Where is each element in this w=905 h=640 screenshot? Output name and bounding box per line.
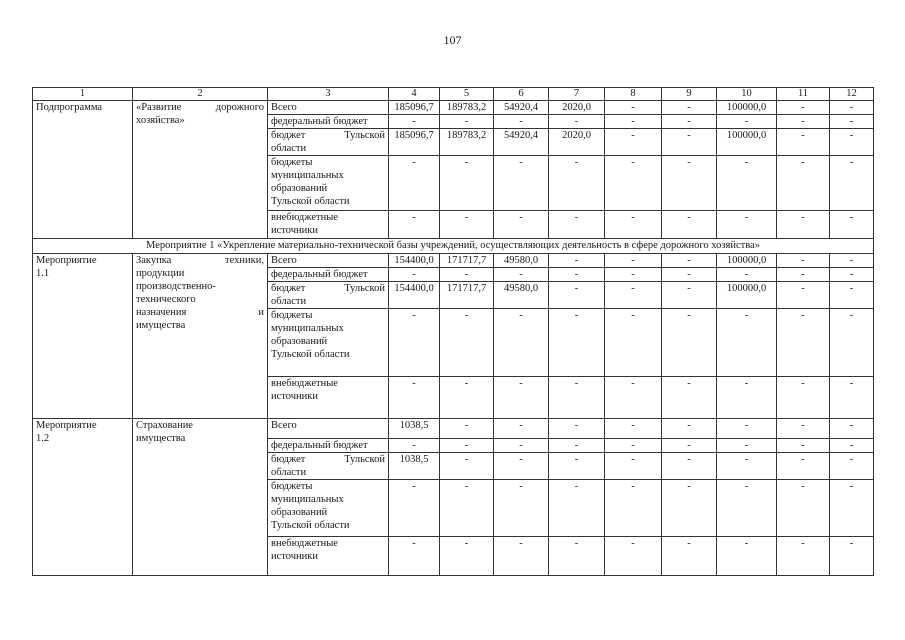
value-cell: -: [549, 309, 605, 377]
value-cell: 100000,0: [717, 254, 777, 268]
value-cell: -: [494, 268, 549, 282]
value-cell: -: [777, 480, 830, 537]
value-cell: -: [549, 211, 605, 239]
funding-source: [268, 537, 389, 576]
value-cell: -: [830, 439, 874, 453]
funding-source: [268, 156, 389, 211]
value-cell: -: [389, 439, 440, 453]
funding-source: [268, 282, 389, 309]
value-cell: 171717,7: [440, 254, 494, 268]
value-cell: -: [717, 156, 777, 211]
subprogram-block: [33, 101, 874, 239]
value-cell: -: [389, 480, 440, 537]
value-cell: -: [830, 156, 874, 211]
value-cell: -: [389, 115, 440, 129]
value-cell: -: [830, 377, 874, 419]
value-cell: -: [717, 480, 777, 537]
value-cell: 171717,7: [440, 282, 494, 309]
value-cell: -: [389, 156, 440, 211]
column-header: 10: [717, 88, 777, 101]
value-cell: -: [717, 439, 777, 453]
value-cell: -: [549, 419, 605, 439]
value-cell: -: [777, 537, 830, 576]
value-cell: 1038,5: [389, 419, 440, 439]
value-cell: -: [440, 309, 494, 377]
value-cell: -: [389, 268, 440, 282]
funding-source: [268, 211, 389, 239]
measure-name-line: имущества: [136, 433, 186, 444]
value-cell: -: [440, 115, 494, 129]
value-cell: 154400,0: [389, 254, 440, 268]
measure-name-line: продукции: [136, 268, 185, 279]
funding-source-line: внебюджетные: [271, 212, 338, 223]
funding-source-line: источники: [271, 391, 318, 402]
value-cell: -: [777, 156, 830, 211]
value-cell: 100000,0: [717, 101, 777, 115]
measure-1-1-block: [33, 254, 874, 419]
value-cell: -: [494, 156, 549, 211]
funding-source: [268, 309, 389, 377]
value-cell: -: [830, 101, 874, 115]
value-cell: -: [605, 377, 662, 419]
value-cell: 54920,4: [494, 101, 549, 115]
value-cell: -: [494, 115, 549, 129]
value-cell: -: [440, 453, 494, 480]
table-row: [33, 101, 874, 115]
value-cell: -: [717, 115, 777, 129]
funding-source-word: области: [271, 467, 307, 478]
funding-source-word: Тульской: [344, 130, 385, 141]
value-cell: 1038,5: [389, 453, 440, 480]
value-cell: -: [440, 439, 494, 453]
value-cell: -: [830, 129, 874, 156]
value-cell: -: [830, 254, 874, 268]
value-cell: -: [777, 101, 830, 115]
table-row: [33, 254, 874, 268]
measure-name-line: Страхование: [136, 420, 193, 431]
funding-source-line: муниципальных: [271, 170, 344, 181]
value-cell: -: [662, 101, 717, 115]
measure-label-line: 1.1: [36, 268, 50, 279]
funding-source: [268, 129, 389, 156]
funding-source: Всего: [268, 101, 389, 115]
value-cell: -: [549, 480, 605, 537]
value-cell: -: [605, 115, 662, 129]
budget-table: [32, 87, 874, 576]
column-header: 5: [440, 88, 494, 101]
value-cell: -: [830, 211, 874, 239]
value-cell: -: [549, 115, 605, 129]
funding-source-line: источники: [271, 225, 318, 236]
value-cell: -: [717, 537, 777, 576]
measure-name-line: Закупка техники,: [136, 255, 264, 266]
value-cell: -: [605, 480, 662, 537]
value-cell: -: [494, 211, 549, 239]
value-cell: -: [494, 453, 549, 480]
funding-source-line: внебюджетные: [271, 538, 338, 549]
funding-source-word: Тульской: [344, 283, 385, 294]
value-cell: -: [662, 129, 717, 156]
subprogram-name: [133, 101, 268, 239]
funding-source: федеральный бюджет: [268, 268, 389, 282]
value-cell: -: [440, 156, 494, 211]
funding-source: [268, 480, 389, 537]
value-cell: -: [777, 254, 830, 268]
funding-source-line: внебюджетные: [271, 378, 338, 389]
value-cell: -: [717, 419, 777, 439]
funding-source-line: муниципальных: [271, 323, 344, 334]
value-cell: 185096,7: [389, 101, 440, 115]
measure-name-line: назначения и: [136, 307, 264, 318]
funding-source: [268, 453, 389, 480]
measure-label-line: Мероприятие: [36, 255, 97, 266]
column-header-row: [33, 88, 874, 101]
funding-source-line: образований: [271, 336, 328, 347]
column-header: 3: [268, 88, 389, 101]
value-cell: -: [830, 282, 874, 309]
funding-source: федеральный бюджет: [268, 115, 389, 129]
measure-header: Мероприятие 1 «Укрепление материально-технической базы учреждений, осуществляющих деятельность в сфере дорожного хозяйства»: [33, 239, 874, 254]
subprogram-name-line: «Развитие дорожного: [136, 102, 264, 113]
value-cell: -: [440, 537, 494, 576]
value-cell: -: [440, 480, 494, 537]
funding-source: Всего: [268, 254, 389, 268]
value-cell: -: [717, 309, 777, 377]
value-cell: -: [494, 480, 549, 537]
value-cell: 54920,4: [494, 129, 549, 156]
value-cell: -: [717, 211, 777, 239]
measure-1-2-block: [33, 419, 874, 576]
measure-name-line: технического: [136, 294, 196, 305]
value-cell: -: [549, 377, 605, 419]
value-cell: 100000,0: [717, 282, 777, 309]
value-cell: -: [662, 156, 717, 211]
value-cell: -: [662, 268, 717, 282]
funding-source-word: области: [271, 296, 307, 307]
value-cell: -: [494, 309, 549, 377]
funding-source-word: бюджет: [271, 454, 306, 465]
value-cell: -: [605, 156, 662, 211]
value-cell: -: [717, 377, 777, 419]
value-cell: 49580,0: [494, 254, 549, 268]
funding-source: [268, 377, 389, 419]
value-cell: -: [662, 282, 717, 309]
value-cell: 189783,2: [440, 129, 494, 156]
value-cell: 185096,7: [389, 129, 440, 156]
value-cell: -: [440, 211, 494, 239]
value-cell: -: [662, 115, 717, 129]
value-cell: -: [605, 282, 662, 309]
value-cell: -: [830, 453, 874, 480]
value-cell: -: [605, 537, 662, 576]
value-cell: -: [549, 439, 605, 453]
measure-label-line: Мероприятие: [36, 420, 97, 431]
column-header: 12: [830, 88, 874, 101]
column-header: 8: [605, 88, 662, 101]
value-cell: -: [717, 268, 777, 282]
value-cell: -: [662, 377, 717, 419]
value-cell: 2020,0: [549, 101, 605, 115]
value-cell: -: [605, 129, 662, 156]
value-cell: -: [777, 268, 830, 282]
measure-header-row: [33, 239, 874, 254]
funding-source-line: образований: [271, 183, 328, 194]
column-header: 7: [549, 88, 605, 101]
funding-source-line: Тульской области: [271, 349, 350, 360]
value-cell: -: [605, 254, 662, 268]
value-cell: -: [662, 537, 717, 576]
funding-source-line: муниципальных: [271, 494, 344, 505]
value-cell: 189783,2: [440, 101, 494, 115]
funding-source-line: бюджеты: [271, 481, 313, 492]
value-cell: -: [830, 480, 874, 537]
value-cell: -: [549, 537, 605, 576]
subprogram-label: Подпрограмма: [33, 101, 133, 239]
value-cell: -: [830, 115, 874, 129]
column-header: 9: [662, 88, 717, 101]
value-cell: -: [777, 129, 830, 156]
value-cell: -: [662, 254, 717, 268]
value-cell: 154400,0: [389, 282, 440, 309]
value-cell: -: [549, 282, 605, 309]
value-cell: -: [662, 419, 717, 439]
column-header: 1: [33, 88, 133, 101]
value-cell: -: [549, 268, 605, 282]
funding-source-line: образований: [271, 507, 328, 518]
measure-name: [133, 419, 268, 576]
column-header: 2: [133, 88, 268, 101]
value-cell: -: [549, 156, 605, 211]
value-cell: -: [777, 439, 830, 453]
measure-name-line: производственно-: [136, 281, 216, 292]
value-cell: -: [777, 419, 830, 439]
funding-source-line: бюджеты: [271, 310, 313, 321]
value-cell: -: [494, 439, 549, 453]
value-cell: -: [605, 419, 662, 439]
funding-source-line: Тульской области: [271, 520, 350, 531]
measure-name-line: имущества: [136, 320, 186, 331]
value-cell: -: [777, 453, 830, 480]
value-cell: -: [549, 254, 605, 268]
value-cell: -: [389, 377, 440, 419]
value-cell: -: [777, 211, 830, 239]
measure-name: [133, 254, 268, 419]
measure-label-line: 1.2: [36, 433, 50, 444]
value-cell: -: [605, 211, 662, 239]
funding-source-word: бюджет: [271, 283, 306, 294]
value-cell: -: [777, 115, 830, 129]
funding-source: Всего: [268, 419, 389, 439]
value-cell: -: [389, 211, 440, 239]
value-cell: -: [605, 309, 662, 377]
value-cell: -: [662, 453, 717, 480]
value-cell: -: [440, 268, 494, 282]
value-cell: 49580,0: [494, 282, 549, 309]
value-cell: -: [389, 537, 440, 576]
value-cell: -: [494, 537, 549, 576]
funding-source-word: Тульской: [344, 454, 385, 465]
value-cell: 100000,0: [717, 129, 777, 156]
value-cell: -: [717, 453, 777, 480]
value-cell: -: [662, 480, 717, 537]
column-header: 4: [389, 88, 440, 101]
value-cell: -: [605, 453, 662, 480]
value-cell: -: [830, 268, 874, 282]
value-cell: -: [777, 309, 830, 377]
value-cell: -: [549, 453, 605, 480]
value-cell: -: [830, 419, 874, 439]
value-cell: -: [440, 419, 494, 439]
value-cell: -: [605, 268, 662, 282]
column-header: 11: [777, 88, 830, 101]
funding-source-line: Тульской области: [271, 196, 350, 207]
funding-source: федеральный бюджет: [268, 439, 389, 453]
funding-source-word: бюджет: [271, 130, 306, 141]
value-cell: -: [494, 419, 549, 439]
value-cell: -: [830, 537, 874, 576]
value-cell: -: [662, 439, 717, 453]
column-header: 6: [494, 88, 549, 101]
funding-source-line: источники: [271, 551, 318, 562]
subprogram-name-line: хозяйства»: [136, 115, 185, 126]
funding-source-word: области: [271, 143, 307, 154]
table-row: [33, 419, 874, 439]
value-cell: -: [662, 211, 717, 239]
measure-label: [33, 419, 133, 576]
value-cell: -: [777, 282, 830, 309]
value-cell: -: [440, 377, 494, 419]
value-cell: -: [662, 309, 717, 377]
value-cell: -: [605, 101, 662, 115]
value-cell: 2020,0: [549, 129, 605, 156]
value-cell: -: [830, 309, 874, 377]
page-number: 107: [443, 33, 462, 47]
value-cell: -: [389, 309, 440, 377]
measure-label: [33, 254, 133, 419]
value-cell: -: [494, 377, 549, 419]
funding-source-line: бюджеты: [271, 157, 313, 168]
value-cell: -: [605, 439, 662, 453]
value-cell: -: [777, 377, 830, 419]
